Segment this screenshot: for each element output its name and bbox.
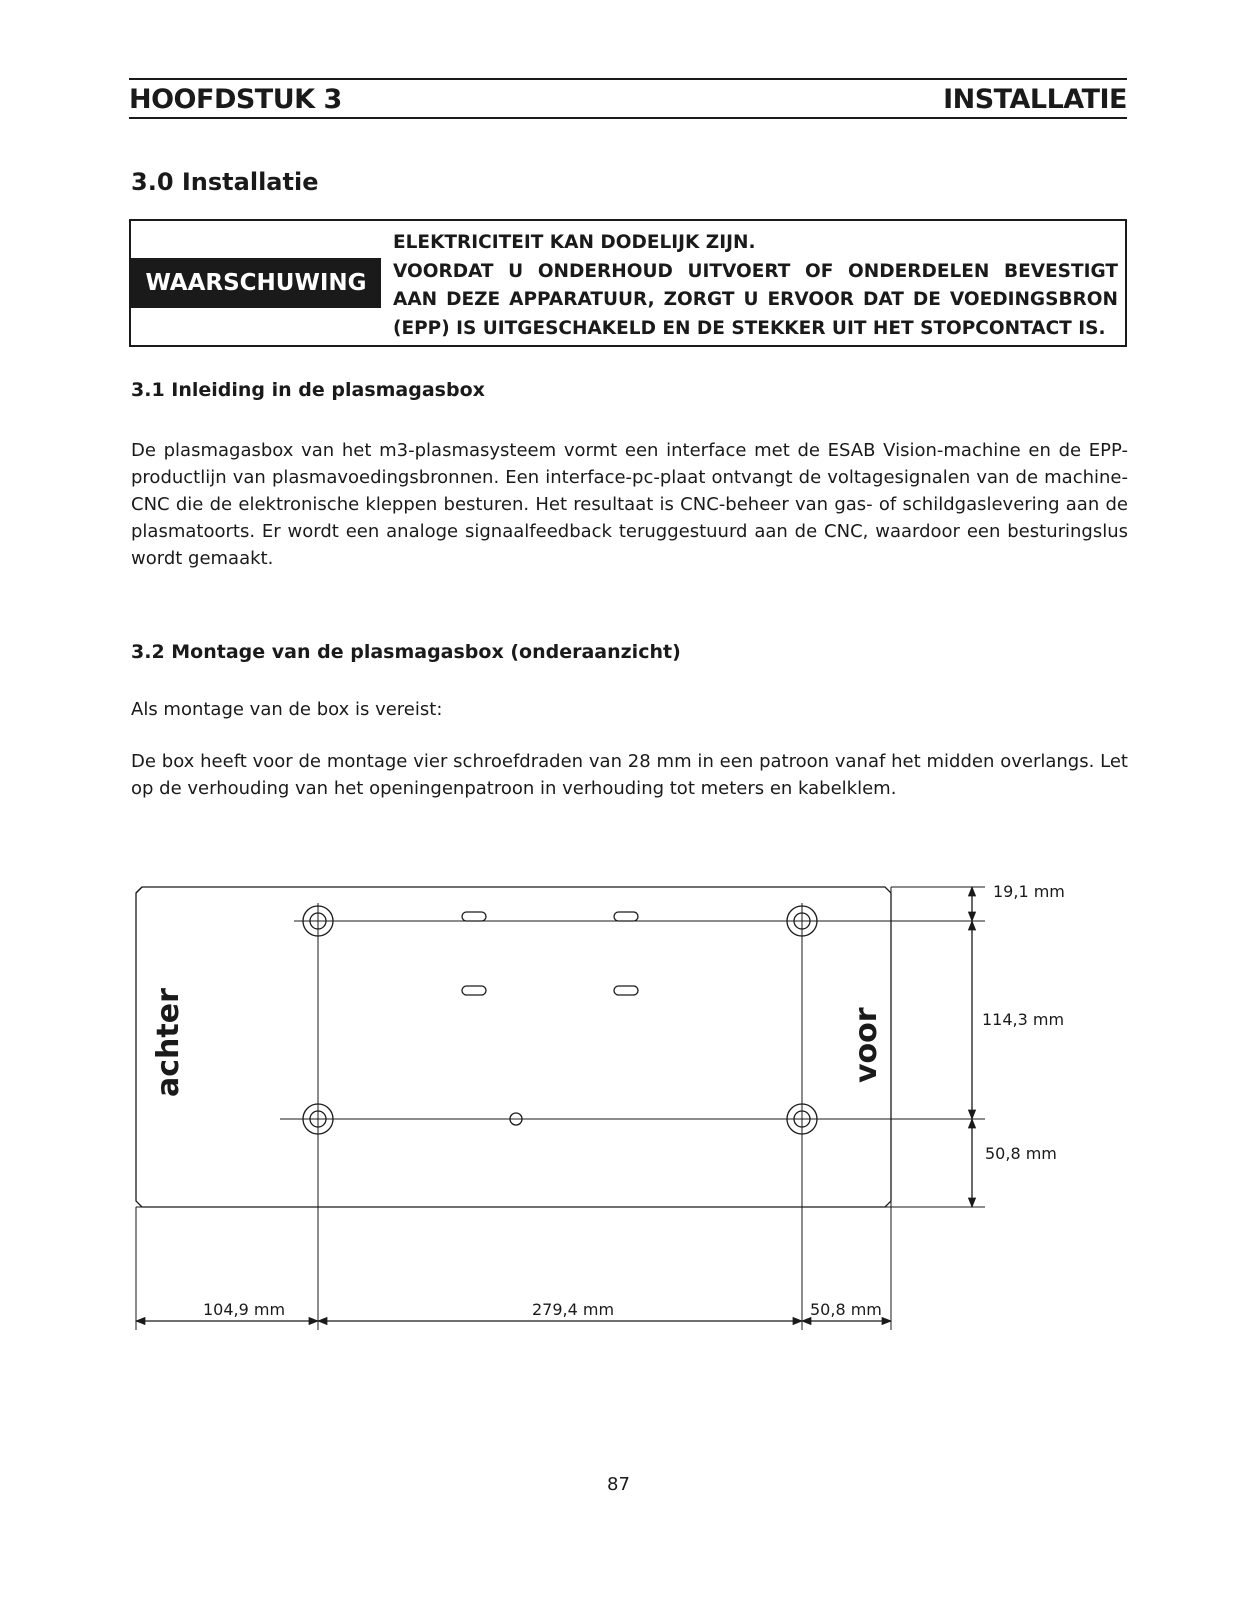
dimension-left: 104,9 mm	[203, 1300, 286, 1319]
section-heading-3-2: 3.2 Montage van de plasmagasbox (onderaanzicht)	[131, 641, 681, 663]
paragraph-line: wordt gemaakt.	[131, 548, 274, 569]
slot	[614, 986, 638, 995]
paragraph-line: plasmatoorts. Er wordt een analoge signaalfeedback teruggestuurd aan de CNC, waardoor een besturingslus	[131, 521, 1128, 542]
warning-label: WAARSCHUWING	[131, 258, 381, 308]
section-heading-3-1: 3.1 Inleiding in de plasmagasbox	[131, 379, 485, 401]
warning-line: (EPP) IS UITGESCHAKELD EN DE STEKKER UIT HET STOPCONTACT IS.	[393, 317, 1106, 339]
section-heading-3-0: 3.0 Installatie	[131, 168, 319, 196]
chapter-number: HOOFDSTUK 3	[129, 84, 342, 115]
warning-line: AAN DEZE APPARATUUR, ZORGT U ERVOOR DAT DE VOEDINGSBRON	[393, 289, 1118, 310]
box-outline	[136, 887, 891, 1207]
paragraph-line: op de verhouding van het openingenpatroon in verhouding tot meters en kabelklem.	[131, 778, 897, 799]
dimension-lower: 50,8 mm	[985, 1144, 1057, 1163]
page-number: 87	[607, 1474, 630, 1495]
paragraph-line: productlijn van plasmavoedingsbronnen. Een interface-pc-plaat ontvangt de voltagesignalen van de machine-	[131, 467, 1128, 488]
label-back: achter	[151, 988, 186, 1097]
slot	[614, 912, 638, 921]
slot	[462, 986, 486, 995]
dimension-top: 19,1 mm	[993, 882, 1065, 901]
paragraph-line: CNC die de elektronische kleppen besturen. Het resultaat is CNC-beheer van gas- of schildgaslevering aan de	[131, 494, 1128, 515]
slot	[462, 912, 486, 921]
chapter-title: INSTALLATIE	[943, 84, 1127, 115]
dimension-right: 50,8 mm	[810, 1300, 882, 1319]
mounting-intro: Als montage van de box is vereist:	[131, 699, 443, 720]
label-front: voor	[849, 1007, 884, 1083]
paragraph-line: De box heeft voor de montage vier schroefdraden van 28 mm in een patroon vanaf het midden overlangs. Let	[131, 751, 1128, 772]
warning-line: ELEKTRICITEIT KAN DODELIJK ZIJN.	[393, 232, 756, 253]
dimension-middle: 114,3 mm	[982, 1010, 1065, 1029]
paragraph-line: De plasmagasbox van het m3-plasmasysteem vormt een interface met de ESAB Vision-machine en de EPP-	[131, 440, 1128, 461]
dimension-center: 279,4 mm	[532, 1300, 615, 1319]
warning-line: VOORDAT U ONDERHOUD UITVOERT OF ONDERDELEN BEVESTIGT	[393, 260, 1118, 282]
